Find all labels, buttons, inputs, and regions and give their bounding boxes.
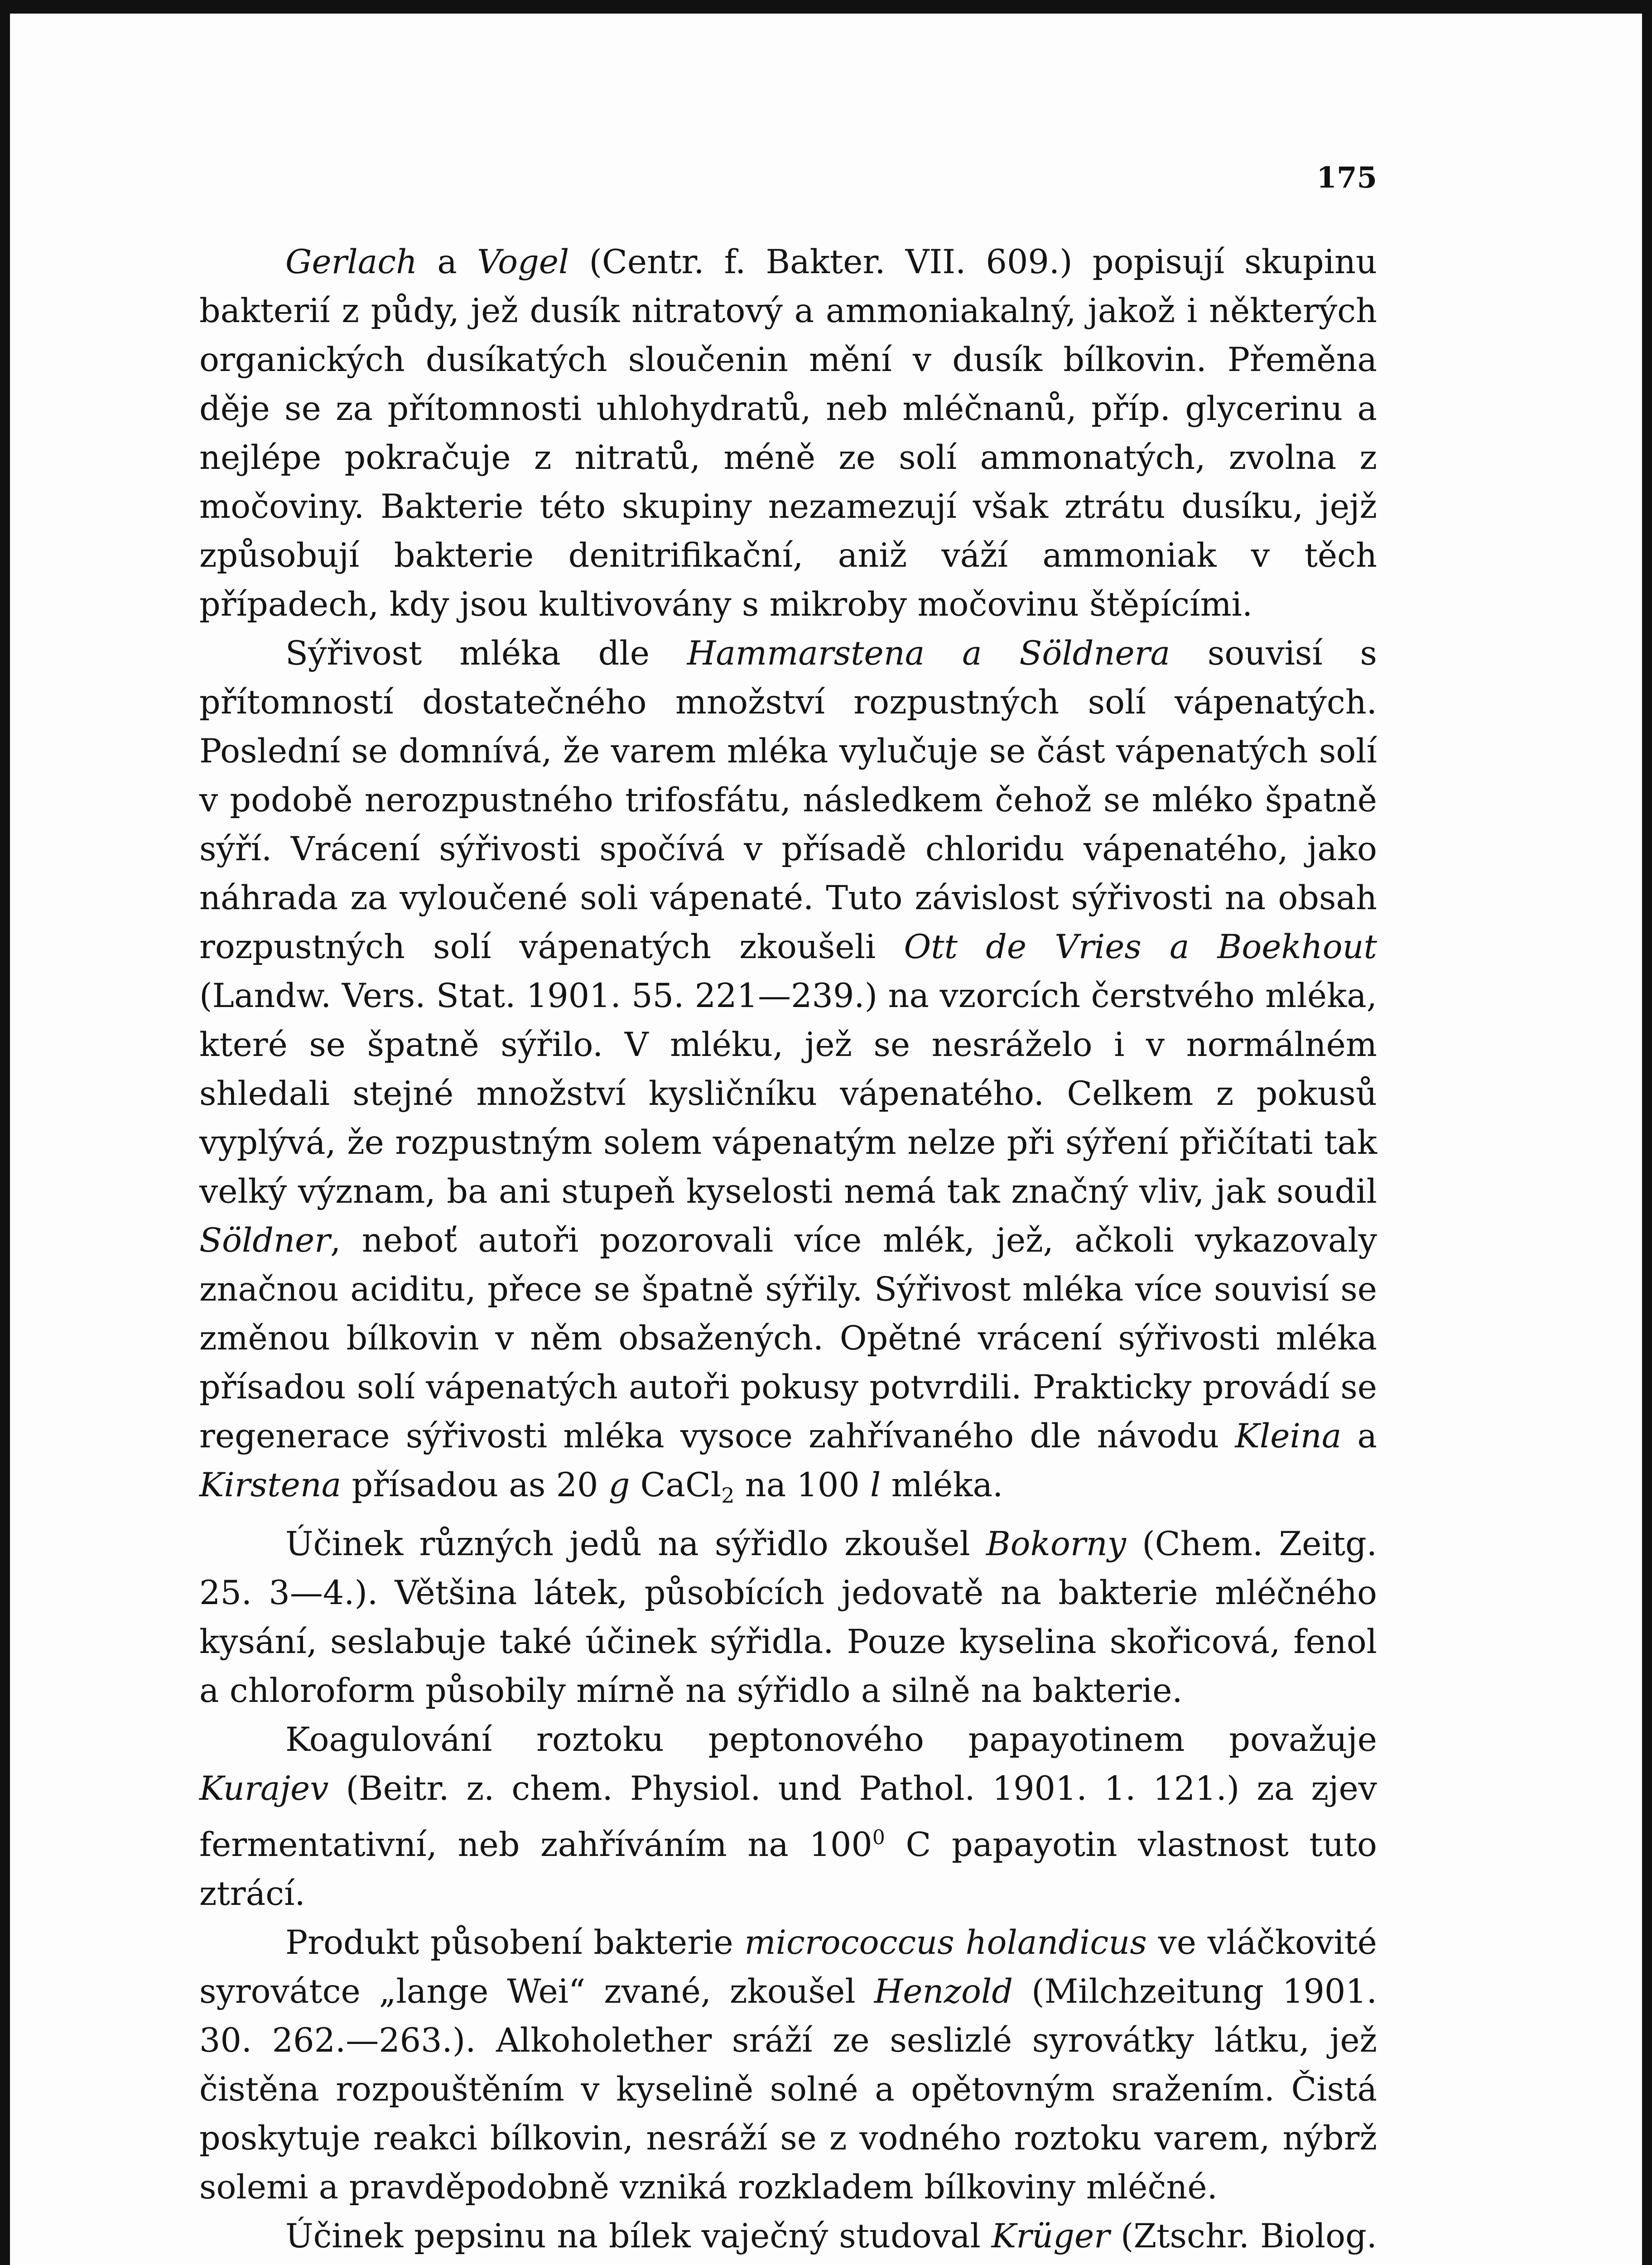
italic-segment: Vogel (477, 243, 569, 281)
text-segment: Účinek pepsinu na bílek vaječný studoval (285, 2217, 992, 2255)
text-segment: mléka. (881, 1466, 1003, 1504)
text-segment: (Centr. f. Bakter. VII. 609.) popisují skupinu bakterií z půdy, jež dusík nitratový a ammoniakalný, jakož i některých organických dusíkatých sloučenin mění v dusík bílkovin. Přeměna děje se za přítomnosti uhlohydratů, neb mléčnanů, příp. glycerinu a nejlépe pokračuje z nitratů, méně ze solí ammonatých, zvolna z močoviny. Bakterie této skupiny nezamezují však ztrátu dusíku, jejž způsobují bakterie denitrifikační, aniž váží ammoniak v těch případech, kdy jsou kultivovány s mikroby močovinu štěpícími. (199, 243, 1377, 624)
text-segment: (Ztschr. Biolog. (1120, 2217, 1377, 2255)
text-segment: CaCl (630, 1466, 722, 1504)
paragraph-p5 (199, 1918, 1377, 2212)
italic-segment: micrococcus holandicus (744, 1923, 1147, 1962)
scan-border-right (1642, 0, 1652, 2265)
text-segment: ve vláčkovité syrovátce „lange Wei“ zvané, zkoušel (199, 1923, 1377, 2011)
text-segment: C papayotin vlastnost tuto ztrácí. (199, 1826, 1377, 1913)
italic-segment: g (608, 1466, 630, 1504)
text-segment: (Chem. Zeitg. 25. 3—4.). Většina látek, působících jedovatě na bakterie mléčného kysání, seslabuje také účinek sýřidla. Pouze kyselina skořicová, fenol a chloroform působily mírně na sýřidlo a silně na bakterie. (199, 1525, 1377, 1710)
text-segment: (Milchzeitung 1901. 30. 262.—263.). Alkoholether sráží ze seslizlé syrovátky látku, jež čistěna rozpouštěním v kyselině solné a opětovným sražením. Čistá poskytuje reakci bílkovin, nesráží se z vodného roztoku varem, nýbrž solemi a pravděpodobně vzniká rozkladem bílkoviny mléčné. (199, 1972, 1377, 2207)
scan-border-left (0, 0, 10, 2265)
italic-segment: l (870, 1466, 881, 1504)
italic-segment: Krüger (991, 2217, 1110, 2255)
subscript-segment: 2 (721, 1483, 735, 1508)
text-segment: a (1341, 1417, 1377, 1455)
text-segment: (Beitr. z. chem. Physiol. und Pathol. 1901. 1. 121.) za zjev fermentativní, neb zahříváním na 100 (199, 1769, 1377, 1864)
scan-border-top (0, 0, 1652, 14)
body-text (199, 238, 1377, 2265)
text-segment: a (417, 243, 477, 281)
text-segment: na 100 (734, 1466, 870, 1504)
italic-segment: Kleina (1235, 1417, 1342, 1455)
text-segment: přísadou as 20 (341, 1466, 609, 1504)
text-segment: (Landw. Vers. Stat. 1901. 55. 221—239.) na vzorcích čerstvého mléka, které se špatně sýřilo. V mléku, jež se nesráželo i v normálném shledali stejné množství kysličníku vápenatého. Celkem z pokusů vyplývá, že rozpustným solem vápenatým nelze při sýření přičítati tak velký význam, ba ani stupeň kyselosti nemá tak značný vliv, jak soudil (199, 977, 1377, 1211)
paragraph-p3 (199, 1520, 1377, 1716)
superscript-segment: 0 (872, 1826, 885, 1849)
paragraph-p4 (199, 1716, 1377, 1918)
italic-segment: Kurajev (199, 1769, 329, 1808)
paragraph-p2 (199, 629, 1377, 1520)
italic-segment: Ott de Vries a Boekhout (904, 928, 1377, 966)
text-segment: , neboť autoři pozorovali více mlék, jež, ačkoli vykazovaly značnou aciditu, přece se špatně sýřily. Sýřivost mléka více souvisí se změnou bílkovin v něm obsažených. Opětné vrácení sýřivosti mléka přísadou solí vápenatých autoři pokusy potvrdili. Prakticky provádí se regenerace sýřivosti mléka vysoce zahřívaného dle návodu (199, 1221, 1377, 1455)
paragraph-p6 (199, 2212, 1377, 2265)
italic-segment: Gerlach (285, 243, 418, 281)
text-segment: souvisí s přítomností dostatečného množství rozpustných solí vápenatých. Poslední se domnívá, že varem mléka vylučuje se část vápenatých solí v podobě nerozpustného trifosfátu, následkem čehož se mléko špatně sýří. Vrácení sýřivosti spočívá v přísadě chloridu vápenatého, jako náhrada za vyloučené soli vápenaté. Tuto závislost sýřivosti na obsah rozpustných solí vápenatých zkoušeli (199, 634, 1377, 966)
italic-segment: Henzold (874, 1972, 1013, 2011)
text-segment: Účinek různých jedů na sýřidlo zkoušel (285, 1525, 987, 1563)
italic-segment: Bokorny (986, 1525, 1126, 1563)
italic-segment: Hammarstena a Söldnera (687, 634, 1170, 673)
text-segment: Produkt působení bakterie (285, 1923, 745, 1962)
page-number: 175 (1316, 161, 1377, 195)
italic-segment: Söldner (199, 1221, 331, 1260)
text-segment: Sýřivost mléka dle (285, 634, 687, 673)
paragraph-p1 (199, 238, 1377, 629)
text-segment: Koagulování roztoku peptonového papayotinem považuje (285, 1720, 1377, 1759)
italic-segment: Kirstena (199, 1466, 342, 1504)
